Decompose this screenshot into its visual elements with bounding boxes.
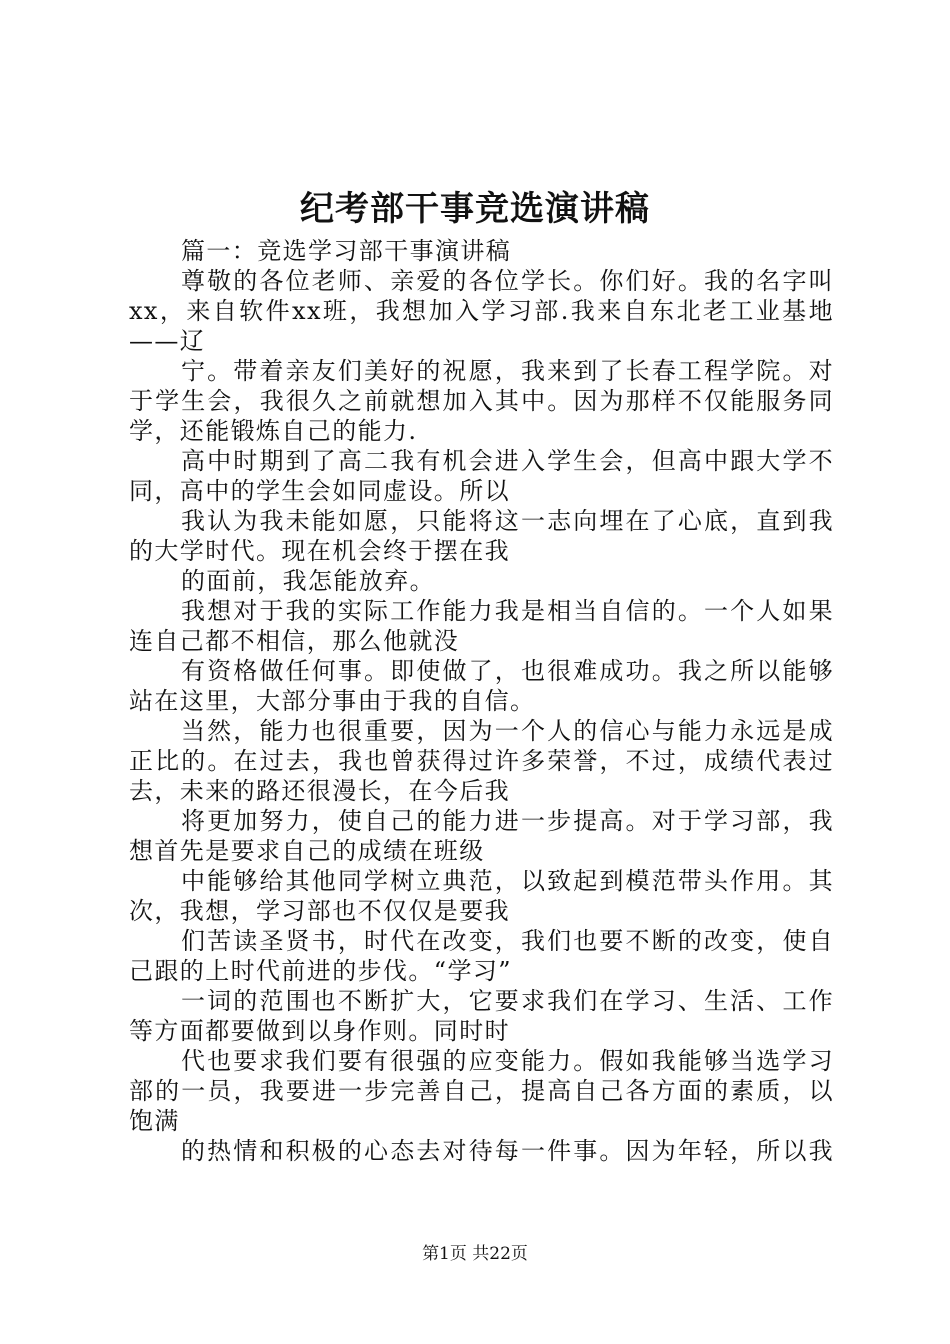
body-line: 部的一员，我要进一步完善自己，提高自己各方面的素质，以 <box>129 1077 834 1105</box>
body-line: 连自己都不相信，那么他就没 <box>129 627 460 655</box>
body-line: 我想对于我的实际工作能力我是相当自信的。一个人如果 <box>181 597 834 625</box>
body-line: ——辽 <box>129 327 206 355</box>
body-line: 于学生会，我很久之前就想加入其中。因为那样不仅能服务同 <box>129 387 834 415</box>
body-line: 代也要求我们要有很强的应变能力。假如我能够当选学习 <box>181 1047 834 1075</box>
body-line: 当然，能力也很重要，因为一个人的信心与能力永远是成 <box>181 717 834 745</box>
body-line: 将更加努力，使自己的能力进一步提高。对于学习部，我 <box>181 807 834 835</box>
body-line: xx，来自软件xx班，我想加入学习部.我来自东北老工业基地 <box>129 297 834 325</box>
body-line: 们苦读圣贤书，时代在改变，我们也要不断的改变，使自 <box>181 927 834 955</box>
document-title: 纪考部干事竞选演讲稿 <box>300 189 650 229</box>
body-line: 次，我想，学习部也不仅仅是要我 <box>129 897 510 925</box>
body-line: 学，还能锻炼自己的能力. <box>129 417 418 445</box>
body-line: 想首先是要求自己的成绩在班级 <box>129 837 485 865</box>
body-line: 的面前，我怎能放弃。 <box>181 567 435 595</box>
body-line: 尊敬的各位老师、亲爱的各位学长。你们好。我的名字叫 <box>181 267 834 295</box>
body-line: 高中时期到了高二我有机会进入学生会，但高中跟大学不 <box>181 447 834 475</box>
body-line: 一词的范围也不断扩大，它要求我们在学习、生活、工作 <box>181 987 834 1015</box>
body-line: 同，高中的学生会如同虚设。所以 <box>129 477 510 505</box>
body-line: 篇一：竞选学习部干事演讲稿 <box>181 237 512 265</box>
body-line: 的热情和积极的心态去对待每一件事。因为年轻，所以我 <box>181 1137 834 1165</box>
body-line: 我认为我未能如愿，只能将这一志向埋在了心底，直到我 <box>181 507 834 535</box>
body-line: 有资格做任何事。即使做了，也很难成功。我之所以能够 <box>181 657 834 685</box>
document-body <box>129 236 834 1166</box>
body-line: 站在这里，大部分事由于我的自信。 <box>129 687 536 715</box>
body-line: 去，未来的路还很漫长，在今后我 <box>129 777 510 805</box>
body-line: 正比的。在过去，我也曾获得过许多荣誉，不过，成绩代表过 <box>129 747 834 775</box>
body-line: 饱满 <box>129 1107 180 1135</box>
page-number-footer: 第1页 共22页 <box>422 1244 528 1264</box>
body-line: 中能够给其他同学树立典范，以致起到模范带头作用。其 <box>181 867 834 895</box>
body-line: 的大学时代。现在机会终于摆在我 <box>129 537 510 565</box>
body-line: 宁。带着亲友们美好的祝愿，我来到了长春工程学院。对 <box>181 357 834 385</box>
body-line: 等方面都要做到以身作则。同时时 <box>129 1017 510 1045</box>
body-line: 己跟的上时代前进的步伐。“学习” <box>129 957 512 985</box>
